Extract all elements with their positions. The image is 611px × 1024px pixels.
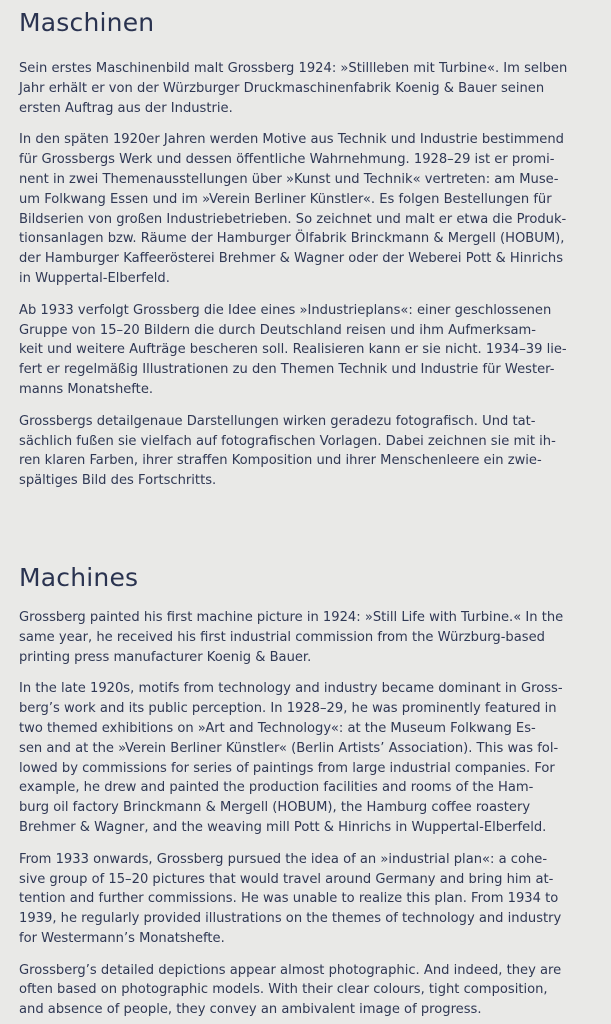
- german-paragraph-4: Grossbergs detailgenaue Darstellungen wirken geradezu fotografisch. Und tat- sächlich fußen sie vielfach auf fotografischen Vorlagen. Dabei zeichnen sie mit ih- ren klaren Farben, ihrer straffen Komposition und ihrer Menschenleere ein zwie- spältiges Bild des Fortschritts.: [19, 413, 556, 489]
- german-paragraph-3: Ab 1933 verfolgt Grossberg die Idee eines »Industrieplans«: einer geschlossenen Gruppe von 15–20 Bildern die durch Deutschland reisen und ihm Aufmerksam- keit und weitere Aufträge bescheren soll. Realisieren kann er sie nicht. 1934–39 lie- fert er regelmäßig Illustrationen zu den Themen Technik und Industrie für Wester- manns Monatshefte.: [19, 302, 567, 397]
- english-paragraph-2: In the late 1920s, motifs from technology and industry became dominant in Gross- berg’s work and its public perception. In 1928–29, he was prominently featured in two themed exhibitions on »Art and Technology«: at the Museum Folkwang Es- sen and at the »Verein Berliner Künstler« (Berlin Artists’ Association). This was fol- lowed by commissions for series of paintings from large industrial companies. For example, he drew and painted the production facilities and rooms of the Ham- burg oil factory Brinckmann & Mergell (HOBUM), the Hamburg coffee roastery Brehmer & Wagner, and the weaving mill Pott & Hinrichs in Wuppertal-Elberfeld.: [19, 681, 563, 835]
- german-title: Maschinen: [19, 8, 155, 37]
- english-paragraph-4: Grossberg’s detailed depictions appear almost photographic. And indeed, they are often based on photographic models. With their clear colours, tight composition, and absence of people, they convey an ambivalent image of progress.: [19, 962, 562, 1018]
- english-paragraph-3: From 1933 onwards, Grossberg pursued the idea of an »industrial plan«: a cohe- sive group of 15–20 pictures that would travel around Germany and bring him at- tention and further commissions. He was unable to realize this plan. From 1934 to 1939, he regularly provided illustrations on the themes of technology and industry for Westermann’s Monatshefte.: [19, 851, 562, 946]
- german-paragraph-2: In den späten 1920er Jahren werden Motive aus Technik und Industrie bestimmend für Grossbergs Werk und dessen öffentliche Wahrnehmung. 1928–29 ist er promi- nent in zwei Themenausstellungen über »Kunst und Technik« vertreten: am Muse- um Folkwang Essen und im »Verein Berliner Künstler«. Es folgen Bestellungen für Bildserien von großen Industriebetrieben. So zeichnet und malt er etwa die Produk- tionsanlagen bzw. Räume der Hamburger Ölfabrik Brinckmann & Mergell (HOBUM), der Hamburger Kaffeerösterei Brehmer & Wagner oder der Weberei Pott & Hinrichs in Wuppertal-Elberfeld.: [19, 132, 567, 286]
- english-section: [19, 563, 597, 1020]
- english-paragraph-1: Grossberg painted his first machine picture in 1924: »Still Life with Turbine.« In the same year, he received his first industrial commission from the Würzburg-based printing press manufacturer Koenig & Bauer.: [19, 609, 564, 665]
- english-title: Machines: [19, 562, 139, 592]
- german-paragraph-1: Sein erstes Maschinenbild malt Grossberg 1924: »Stillleben mit Turbine«. Im selben Jahr erhält er von der Würzburger Druckmaschinenfabrik Koenig & Bauer seinen ersten Auftrag aus der Industrie.: [19, 61, 568, 116]
- german-section: [19, 8, 597, 491]
